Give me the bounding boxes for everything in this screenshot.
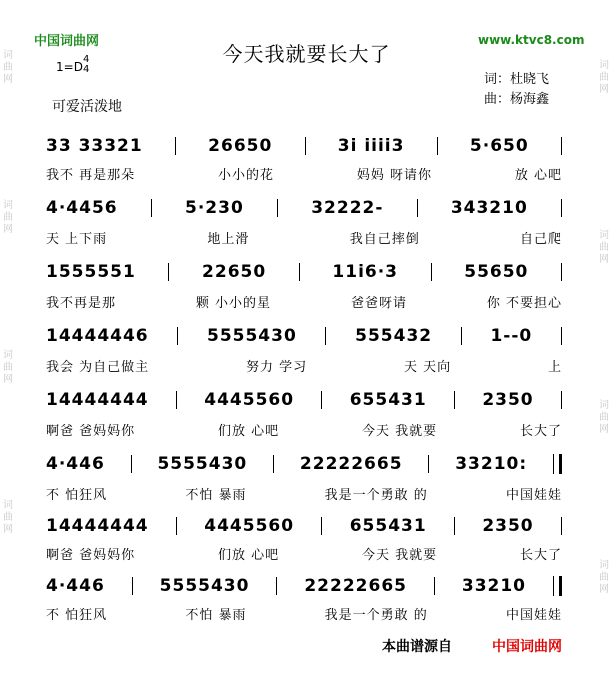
measure: 55650 [464, 262, 529, 282]
lyric: 中国娃娃 [505, 608, 562, 623]
score-row-8-notes [46, 576, 562, 596]
measure: 5555430 [206, 326, 297, 346]
watermark-right-1: 词 曲 网 [599, 60, 609, 95]
score-row-5-lyrics [46, 420, 562, 439]
composer-credit: 曲：杨海鑫 [484, 92, 550, 107]
watermark-right-4: 词 曲 网 [599, 560, 609, 595]
score-row-2-notes [46, 198, 562, 218]
lyric: 们放 心吧 [217, 548, 280, 563]
lyric: 长大了 [519, 424, 562, 439]
lyric: 今天 我就要 [361, 548, 438, 563]
time-signature [83, 55, 89, 75]
measure: 4·446 [46, 576, 105, 596]
measure: 5555430 [159, 576, 250, 596]
lyric: 你 不要担心 [486, 296, 562, 311]
measure: 5·650 [469, 136, 529, 156]
measure: 22650 [202, 262, 267, 282]
barline [561, 199, 562, 217]
measure: 33210: [455, 454, 528, 474]
measure: 655431 [349, 390, 427, 410]
measure: 33210 [461, 576, 527, 596]
lyric: 我自己摔倒 [349, 232, 420, 247]
lyric: 放 心吧 [514, 168, 562, 183]
measure: 33 33321 [46, 136, 143, 156]
lyric: 小小的花 [217, 168, 274, 183]
score-row-1-lyrics [46, 164, 562, 183]
measure: 4445560 [204, 516, 295, 536]
lyric: 今天 我就要 [361, 424, 438, 439]
score-row-7-notes [46, 516, 562, 536]
barline [437, 137, 438, 155]
lyric: 不 怕狂风 [46, 488, 108, 503]
site-url-right[interactable]: www.ktvc8.com [478, 33, 585, 47]
barline [168, 263, 169, 281]
score-row-5-notes [46, 390, 562, 410]
score-row-3-lyrics [46, 292, 562, 311]
lyric: 自己爬 [519, 232, 562, 247]
measure: 2350 [482, 390, 534, 410]
lyric: 上 [547, 360, 562, 375]
score-row-3-notes [46, 262, 562, 282]
score-row-7-lyrics [46, 544, 562, 563]
barline [461, 327, 462, 345]
lyric: 妈妈 呀请你 [356, 168, 432, 183]
barline [273, 455, 274, 473]
score-row-6-notes [46, 454, 562, 474]
barline [561, 137, 562, 155]
score-row-4-notes [46, 326, 562, 346]
measure: 14444444 [46, 516, 149, 536]
source-label: 本曲谱源自 [382, 639, 452, 655]
lyric: 我是一个勇敢 的 [324, 608, 428, 623]
measure: 5·230 [185, 198, 244, 218]
song-title: 今天我就要长大了 [222, 42, 391, 66]
measure: 32222- [311, 198, 384, 218]
lyric: 我会 为自己做主 [46, 360, 150, 375]
measure: 343210 [450, 198, 528, 218]
barline [325, 327, 326, 345]
barline [428, 455, 429, 473]
barline [454, 391, 455, 409]
lyric: 中国娃娃 [505, 488, 562, 503]
lyric: 不怕 暴雨 [185, 488, 247, 503]
measure: 11i6·3 [332, 262, 399, 282]
lyric: 爸爸呀请 [350, 296, 407, 311]
key-signature: 1=D [56, 60, 83, 74]
measure: 14444446 [46, 326, 149, 346]
measure: 4·446 [46, 454, 105, 474]
final-barline [553, 576, 562, 596]
barline [321, 391, 322, 409]
lyric: 颗 小小的星 [195, 296, 272, 311]
lyric: 天 天向 [403, 360, 452, 375]
lyric: 我不 再是那朵 [46, 168, 136, 183]
lyric: 不怕 暴雨 [185, 608, 247, 623]
lyric: 天 上下雨 [46, 232, 108, 247]
barline [561, 391, 562, 409]
measure: 5555430 [157, 454, 248, 474]
watermark-left-2: 词 曲 网 [3, 200, 13, 235]
barline [131, 455, 132, 473]
lyricist-credit: 词：杜晓飞 [484, 72, 550, 87]
site-logo-left[interactable]: 中国词曲网 [34, 34, 100, 49]
barline [561, 517, 562, 535]
measure: 4·4456 [46, 198, 118, 218]
lyric: 啊爸 爸妈妈你 [46, 548, 136, 563]
barline [175, 137, 176, 155]
measure: 4445560 [204, 390, 295, 410]
lyric: 们放 心吧 [217, 424, 280, 439]
score-row-8-lyrics [46, 604, 562, 623]
barline [177, 327, 178, 345]
measure: 22222665 [299, 454, 403, 474]
barline [321, 517, 322, 535]
measure: 14444444 [46, 390, 149, 410]
barline [277, 199, 278, 217]
watermark-right-2: 词 曲 网 [599, 230, 609, 265]
barline [176, 517, 177, 535]
barline [417, 199, 418, 217]
score-row-2-lyrics [46, 228, 562, 247]
watermark-right-3: 词 曲 网 [599, 400, 609, 435]
watermark-left-4: 词 曲 网 [3, 500, 13, 535]
score-row-1-notes [46, 136, 562, 156]
measure: 22222665 [304, 576, 407, 596]
watermark-left-1: 词 曲 网 [3, 50, 13, 85]
measure: 655431 [349, 516, 427, 536]
lyric: 地上滑 [207, 232, 250, 247]
tempo-marking: 可爱活泼地 [52, 99, 122, 115]
lyric: 努力 学习 [245, 360, 308, 375]
measure: 26650 [208, 136, 273, 156]
measure: 1--0 [490, 326, 533, 346]
source-site-link[interactable]: 中国词曲网 [492, 639, 562, 655]
barline [176, 391, 177, 409]
barline [561, 263, 562, 281]
barline [276, 577, 277, 595]
lyric: 我不再是那 [46, 296, 117, 311]
lyric: 我是一个勇敢 的 [324, 488, 428, 503]
barline [454, 517, 455, 535]
lyric: 不 怕狂风 [46, 608, 108, 623]
barline [151, 199, 152, 217]
watermark-left-3: 词 曲 网 [3, 350, 13, 385]
barline [431, 263, 432, 281]
barline [434, 577, 435, 595]
barline [305, 137, 306, 155]
barline [561, 327, 562, 345]
score-row-4-lyrics [46, 356, 562, 375]
lyric: 啊爸 爸妈妈你 [46, 424, 136, 439]
repeat-barline [553, 454, 562, 474]
lyric: 长大了 [519, 548, 562, 563]
measure: 555432 [355, 326, 433, 346]
score-row-6-lyrics [46, 484, 562, 503]
measure: 2350 [482, 516, 534, 536]
barline [132, 577, 133, 595]
meter-bottom: 4 [83, 64, 90, 75]
barline [299, 263, 300, 281]
measure: 1555551 [46, 262, 136, 282]
meter-top: 4 [83, 54, 90, 65]
measure: 3i iiii3 [337, 136, 405, 156]
